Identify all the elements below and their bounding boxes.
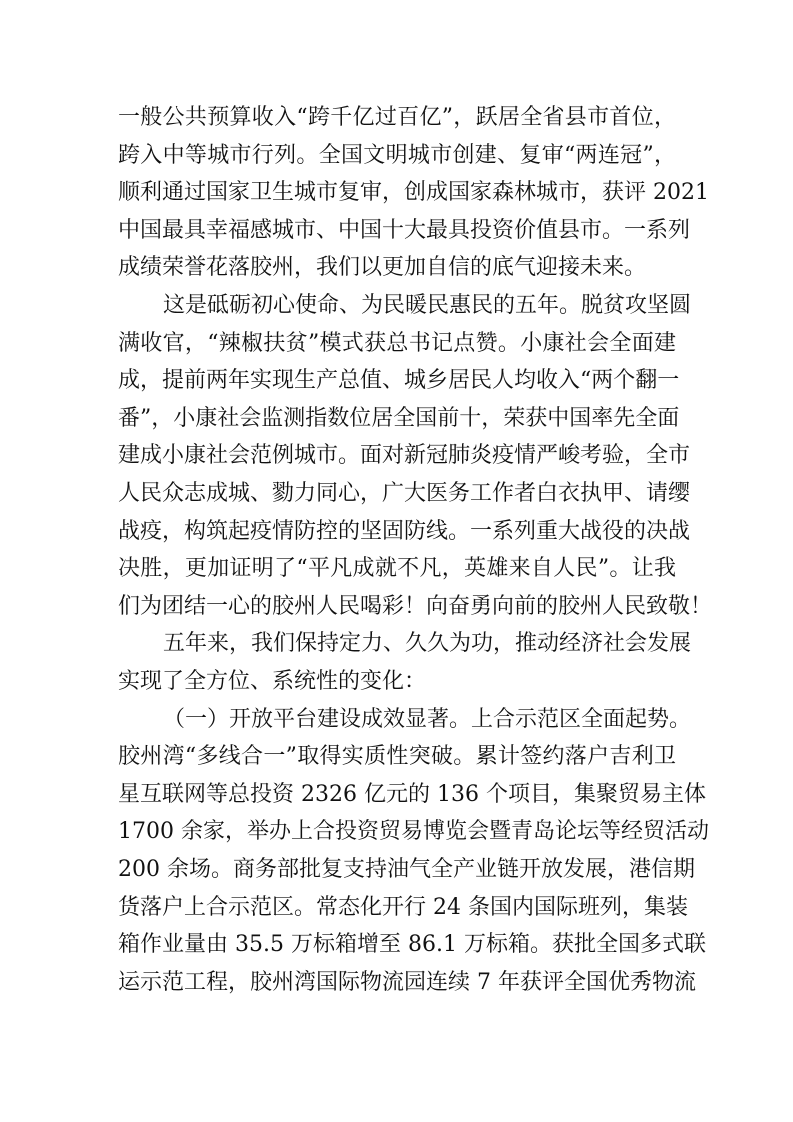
body-text-line: 1700 余家，举办上合投资贸易博览会暨青岛论坛等经贸活动 [118,819,709,845]
body-text-line: 运示范工程，胶州湾国际物流园连续 7 年获评全国优秀物流 [118,969,696,995]
body-text-line: 箱作业量由 35.5 万标箱增至 86.1 万标箱。获批全国多式联 [118,932,706,958]
body-text-line: 五年来，我们保持定力、久久为功，推动经济社会发展 [163,631,692,657]
body-text-line: 成绩荣誉花落胶州，我们以更加自信的底气迎接未来。 [118,255,647,281]
body-text-line: 一般公共预算收入“跨千亿过百亿”，跃居全省县市首位， [118,105,676,130]
body-text-line: 决胜，更加证明了“平凡成就不凡，英雄来自人民”。让我 [118,556,676,582]
body-text-line: 这是砥砺初心使命、为民暖民惠民的五年。脱贫攻坚圆 [163,293,692,318]
body-text-line: 建成小康社会范例城市。面对新冠肺炎疫情严峻考验，全市 [118,443,691,469]
body-text-line: 战疫，构筑起疫情防控的坚固防线。一系列重大战役的决战 [118,518,691,544]
body-text-line: 跨入中等城市行列。全国文明城市创建、复审“两连冠”， [118,142,676,168]
body-text-line: 番”，小康社会监测指数位居全国前十，荣获中国率先全面 [118,405,680,431]
body-text-line: 成，提前两年实现生产总值、城乡居民人均收入“两个翻一 [118,368,680,394]
body-text-line: 200 余场。商务部批复支持油气全产业链开放发展，港信期 [118,857,695,882]
body-text-line: 顺利通过国家卫生城市复审，创成国家森林城市，获评 2021 [118,180,709,206]
body-text-line: 胶州湾“多线合一”取得实质性突破。累计签约落户吉利卫 [118,744,676,770]
body-text-line: 们为团结一心的胶州人民喝彩！向奋勇向前的胶州人民致敬！ [118,593,713,619]
body-text-line: 中国最具幸福感城市、中国十大最具投资价值县市。一系列 [118,217,691,243]
body-text-line: 货落户上合示范区。常态化开行 24 条国内国际班列，集装 [118,894,688,920]
body-text-line: 实现了全方位、系统性的变化： [118,669,427,694]
body-text-line: （一）开放平台建设成效显著。上合示范区全面起势。 [163,706,692,732]
body-text-line: 人民众志成城、勠力同心，广大医务工作者白衣执甲、请缨 [118,481,691,506]
body-text-line: 满收官，“辣椒扶贫”模式获总书记点赞。小康社会全面建 [118,330,676,356]
body-text-line: 星互联网等总投资 2326 亿元的 136 个项目，集聚贸易主体 [118,781,706,807]
